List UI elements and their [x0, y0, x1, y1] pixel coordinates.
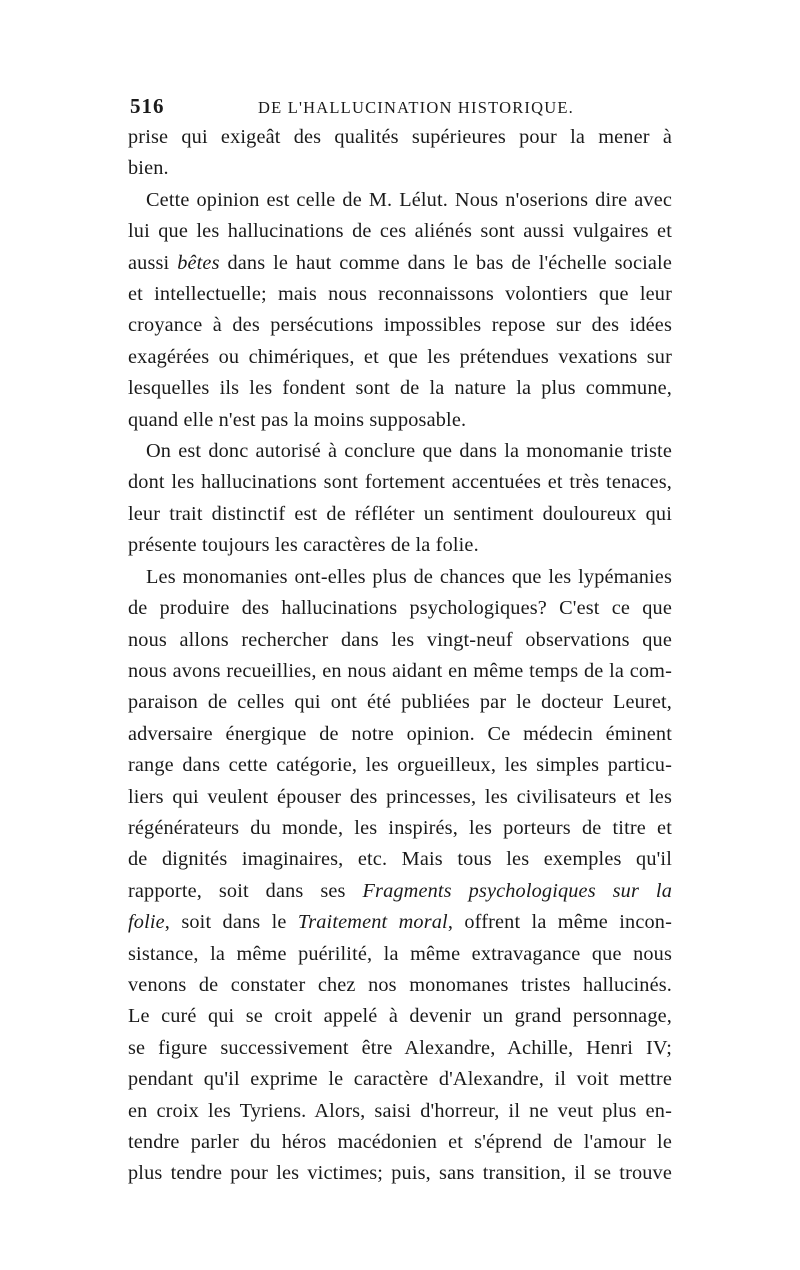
text-line: pendant qu'il exprime le caractère d'Alexandre, il voit mettre	[128, 1068, 672, 1091]
text-line: de produire des hallucinations psychologiques? C'est ce que	[128, 597, 672, 620]
page-number: 516	[130, 94, 165, 118]
text-line: leur trait distinctif est de réfléter un sentiment douloureux qui	[128, 502, 672, 525]
text-line: Cette opinion est celle de M. Lélut. Nous n'oserions dire avec	[146, 188, 672, 211]
text-line: Le curé qui se croit appelé à devenir un grand personnage,	[128, 1005, 672, 1028]
text-line: venons de constater chez nos monomanes tristes hallucinés.	[128, 973, 672, 996]
text-line: nous avons recueillies, en nous aidant en même temps de la com-	[128, 659, 672, 682]
text-line: lesquelles ils les fondent sont de la nature la plus commune,	[128, 377, 672, 400]
text-line: sistance, la même puérilité, la même extravagance que nous	[128, 942, 672, 965]
book-page	[128, 90, 672, 1190]
text-line: dont les hallucinations sont fortement accentuées et très tenaces,	[128, 471, 672, 494]
text-line: range dans cette catégorie, les orgueilleux, les simples particu-	[128, 754, 672, 777]
running-title: DE L'HALLUCINATION HISTORIQUE.	[258, 98, 574, 117]
body-text	[128, 122, 672, 1190]
text-line: paraison de celles qui ont été publiées par le docteur Leuret,	[128, 691, 672, 714]
text-line: régénérateurs du monde, les inspirés, les porteurs de titre et	[128, 816, 672, 839]
text-line: folie, soit dans le Traitement moral, offrent la même incon-	[128, 911, 672, 934]
text-line: tendre parler du héros macédonien et s'éprend de l'amour le	[128, 1131, 672, 1153]
text-line: et intellectuelle; mais nous reconnaissons volontiers que leur	[128, 283, 672, 306]
text-line: bien.	[128, 157, 169, 180]
text-line: nous allons rechercher dans les vingt-neuf observations que	[128, 628, 672, 651]
text-line: aussi bêtes dans le haut comme dans le bas de l'échelle sociale	[128, 251, 672, 274]
text-line: de dignités imaginaires, etc. Mais tous les exemples qu'il	[128, 848, 672, 871]
text-line: présente toujours les caractères de la folie.	[128, 534, 479, 557]
text-line: liers qui veulent épouser des princesses, les civilisateurs et les	[128, 785, 672, 808]
text-line: plus tendre pour les victimes; puis, sans transition, il se trouve	[128, 1162, 672, 1185]
text-line: On est donc autorisé à conclure que dans la monomanie triste	[146, 440, 672, 463]
text-line: exagérées ou chimériques, et que les prétendues vexations sur	[128, 345, 672, 368]
text-line: se figure successivement être Alexandre, Achille, Henri IV;	[128, 1036, 672, 1059]
text-line: en croix les Tyriens. Alors, saisi d'horreur, il ne veut plus en-	[128, 1099, 672, 1122]
text-line: Les monomanies ont-elles plus de chances que les lypémanies	[146, 565, 672, 588]
text-line: croyance à des persécutions impossibles repose sur des idées	[128, 314, 672, 337]
text-line: lui que les hallucinations de ces aliénés sont aussi vulgaires et	[128, 220, 672, 243]
text-line: prise qui exigeât des qualités supérieures pour la mener à	[128, 126, 672, 148]
text-line: adversaire énergique de notre opinion. Ce médecin éminent	[128, 722, 672, 745]
text-line: quand elle n'est pas la moins supposable.	[128, 408, 467, 431]
text-line: rapporte, soit dans ses Fragments psychologiques sur la	[128, 879, 672, 902]
page-header	[128, 90, 672, 122]
